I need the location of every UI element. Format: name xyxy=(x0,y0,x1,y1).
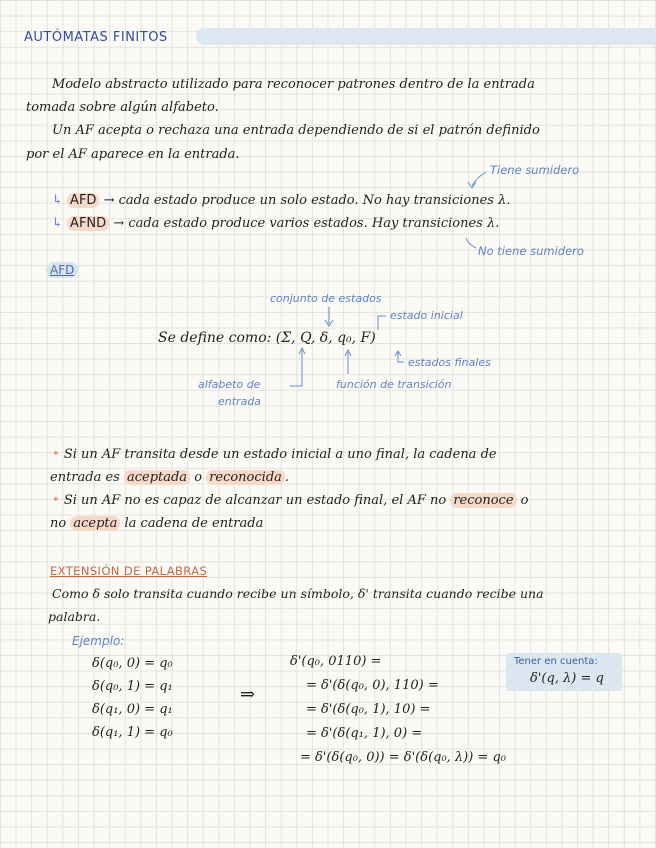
arrow-sumidero-afnd xyxy=(466,238,476,248)
arrow-finales xyxy=(398,352,404,362)
example-right-5: = δ'(δ(q₀, 0)) = δ'(δ(q₀, λ)) = q₀ xyxy=(300,750,507,765)
extension-line-2: palabra. xyxy=(48,609,101,624)
note-formula: δ'(q, λ) = q xyxy=(530,671,604,686)
bullet-2-text: Si un AF no es capaz de alcanzar un estado final, el AF no xyxy=(63,493,447,508)
intro-line-4: por el AF aparece en la entrada. xyxy=(26,147,240,162)
arrow-alfabeto xyxy=(290,350,302,386)
afd-section-badge: AFD xyxy=(46,262,78,278)
extension-line-1: Como δ solo transita cuando recibe un símbolo, δ' transita cuando recibe una xyxy=(52,586,544,601)
bullet-1-line-2 xyxy=(50,470,289,485)
note-title: Tener en cuenta: xyxy=(514,656,598,667)
bullet-2-o: o xyxy=(520,493,529,508)
arrow-inicial xyxy=(378,316,386,330)
afnd-type-label: AFND xyxy=(67,216,109,231)
highlight-acepta: acepta xyxy=(70,516,120,531)
bullet-dot-icon: • xyxy=(52,493,60,508)
bullet-1-line-1 xyxy=(52,447,497,462)
example-right-2: = δ'(δ(q₀, 0), 110) = xyxy=(306,678,439,693)
example-label: Ejemplo: xyxy=(72,634,125,648)
example-left-2: δ(q₀, 1) = q₁ xyxy=(92,679,173,694)
label-funcion-transicion: función de transición xyxy=(336,378,452,391)
label-alfabeto-entrada: entrada xyxy=(218,395,262,408)
afd-definition: Se define como: (Σ, Q, δ, q₀, F) xyxy=(158,330,376,346)
highlight-reconocida: reconocida xyxy=(206,470,285,485)
bullet-2-line-1 xyxy=(52,493,529,508)
afnd-type-text: → cada estado produce varios estados. Hay transiciones λ. xyxy=(113,216,500,231)
example-left-3: δ(q₁, 0) = q₁ xyxy=(92,702,173,717)
label-estados-finales: estados finales xyxy=(408,356,491,369)
highlight-reconoce: reconoce xyxy=(450,493,516,508)
bullet-2-end: la cadena de entrada xyxy=(124,516,264,531)
intro-line-2: tomada sobre algún alfabeto. xyxy=(26,100,219,115)
bullet-1-end: . xyxy=(284,470,290,485)
bullet-1-text-2: entrada es xyxy=(50,470,120,485)
example-right-4: = δ'(δ(q₁, 1), 0) = xyxy=(306,726,423,741)
label-alfabeto: alfabeto de xyxy=(198,378,261,391)
bullet-1-o: o xyxy=(194,470,203,485)
highlight-aceptada: aceptada xyxy=(124,470,190,485)
example-right-1: δ'(q₀, 0110) = xyxy=(290,654,382,669)
example-right-3: = δ'(δ(q₀, 1), 10) = xyxy=(306,702,431,717)
intro-line-3: Un AF acepta o rechaza una entrada dependiendo de si el patrón definido xyxy=(52,123,540,138)
afnd-sumidero-annotation: No tiene sumidero xyxy=(478,244,584,258)
afd-sumidero-annotation: Tiene sumidero xyxy=(490,163,580,177)
afd-type-text: → cada estado produce un solo estado. No hay transiciones λ. xyxy=(103,193,511,208)
bullet-2-no: no xyxy=(50,516,67,531)
label-conjunto-estados: conjunto de estados xyxy=(270,292,382,305)
page-title: AUTÓMATAS FINITOS xyxy=(24,30,168,45)
example-left-4: δ(q₁, 1) = q₀ xyxy=(92,725,173,740)
hook-arrow-icon: ↳ xyxy=(52,216,63,231)
bullet-dot-icon: • xyxy=(52,447,60,462)
implies-arrow-icon: ⇒ xyxy=(240,684,256,705)
label-estado-inicial: estado inicial xyxy=(390,309,463,322)
bullet-2-line-2 xyxy=(50,516,263,531)
arrow-sumidero-afd xyxy=(472,172,486,186)
intro-line-1: Modelo abstracto utilizado para reconocer patrones dentro de la entrada xyxy=(52,77,535,92)
section-heading-extension: EXTENSIÓN DE PALABRAS xyxy=(50,564,208,578)
bullet-1-text: Si un AF transita desde un estado inicial a uno final, la cadena de xyxy=(63,447,497,462)
example-left-1: δ(q₀, 0) = q₀ xyxy=(92,656,173,671)
afd-type-label: AFD xyxy=(67,193,99,208)
hook-arrow-icon: ↳ xyxy=(52,193,63,208)
